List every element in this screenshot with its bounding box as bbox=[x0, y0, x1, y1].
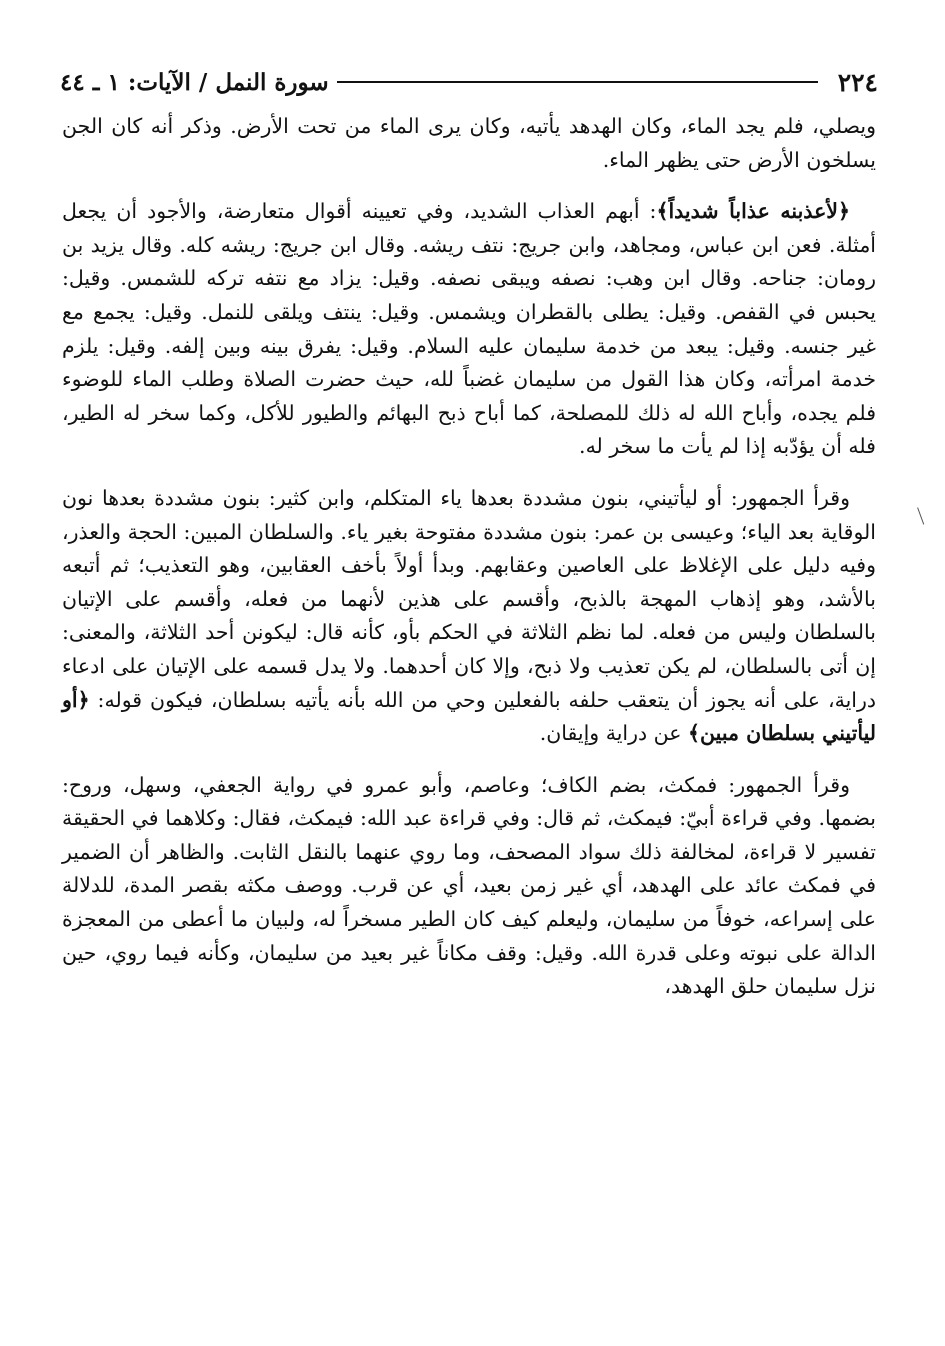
margin-mark bbox=[917, 505, 930, 524]
paragraph-2 bbox=[62, 195, 876, 464]
header-rule bbox=[337, 81, 818, 83]
paragraph-text: وقرأ الجمهور: فمكث، بضم الكاف؛ وعاصم، وأبو عمرو في رواية الجعفي، وسهل، وروح: بضمها. وفي قراءة أبيّ: فيمكث، ثم قال: وفي قراءة عبد الله: فيمكث، فقال: وكلاهما في الحقيقة تفسير لا قراءة، لمخالفة ذلك سواد المصحف، وما روي عنهما بالنقل الثابت. والظاهر أن الضمير في فمكث عائد على الهدهد، أي غير زمن بعيد، أي عن قرب. ووصف مكثه بقصر المدة، للدلالة على إسراعه، خوفاً من سليمان، وليعلم كيف كان الطير مسخراً له، ولبيان ما أعطى من المعجزة الدالة على نبوته وعلى قدرة الله. وقيل: وقف مكاناً غير بعيد من سليمان، وكأنه فيما روي، حين نزل سليمان حلق الهدهد، bbox=[62, 772, 876, 999]
paragraph-text: وقرأ الجمهور: أو ليأتيني، بنون مشددة بعدها ياء المتكلم، وابن كثير: بنون مشددة بعدها نون الوقاية بعد الياء؛ وعيسى بن عمر: بنون مشددة مفتوحة بغير ياء. والسلطان المبين: الحجة والعذر، وفيه دليل على الإغلاظ على العاصين وعقابهم. وبدأ أولاً بأخف العقابين، وهو التعذيب؛ ثم أتبعه بالأشد، وهو إذهاب المهجة بالذبح، وأقسم على هذين لأنهما من فعله، وأقسم على الإتيان بالسلطان وليس من فعله. لما نظم الثلاثة في الحكم بأو، كأنه قال: ليكونن أحد الثلاثة، والمعنى: إن أتى بالسلطان، لم يكن تعذيب ولا ذبح، وإلا كان أحدهما. ولا يدل قسمه على الإتيان على ادعاء دراية، على أنه يجوز أن يتعقب حلفه بالفعلين وحي من الله بأنه يأتيه بسلطان، فيكون قوله: bbox=[62, 485, 876, 712]
paragraph-3 bbox=[62, 482, 876, 751]
running-title: سورة النمل / الآيات: ١ ـ ٤٤ bbox=[60, 68, 329, 96]
paragraph-text: ويصلي، فلم يجد الماء، وكان الهدهد يأتيه، وكان يرى الماء من تحت الأرض. وذكر أنه كان الجن يسلخون الأرض حتى يظهر الماء. bbox=[62, 114, 876, 172]
body-text bbox=[62, 110, 876, 1004]
quran-quote: ﴿أو ليأتيني بسلطان مبين﴾ bbox=[62, 687, 876, 746]
page-header bbox=[60, 64, 878, 100]
quran-quote: ﴿لأعذبنه عذاباً شديداً﴾ bbox=[656, 199, 850, 224]
paragraph-1 bbox=[62, 110, 876, 177]
page-number: ٢٢٤ bbox=[837, 67, 878, 97]
paragraph-text: : أبهم العذاب الشديد، وفي تعيينه أقوال متعارضة، والأجود أن يجعل أمثلة. فعن ابن عباس، ومجاهد، وابن جريج: نتف ريشه. وقال ابن جريج: ريشه كله. وقال يزيد بن رومان: جناحه. وقال ابن وهب: نصفه ويبقى نصفه. وقيل: يزاد مع نتفه تركه للشمس. وقيل: يحبس في القفص. وقيل: يطلى بالقطران ويشمس. وقيل: ينتف ويلقى للنمل. وقيل: يجمع مع غير جنسه. وقيل: يبعد من خدمة سليمان عليه السلام. وقيل: يفرق بينه وبين إلفه. وقيل: يلزم خدمة امرأته، وكان هذا القول من سليمان غضباً لله، حيث حضرت الصلاة وطلب الماء للوضوء فلم يجده، وأباح الله له ذلك للمصلحة، كما أباح ذبح البهائم والطيور للأكل، وكما سخر له الطير، فله أن يؤدّبه إذا لم يأت ما سخر له. bbox=[62, 199, 876, 459]
paragraph-text: عن دراية وإيقان. bbox=[539, 721, 689, 746]
paragraph-4 bbox=[62, 769, 876, 1004]
